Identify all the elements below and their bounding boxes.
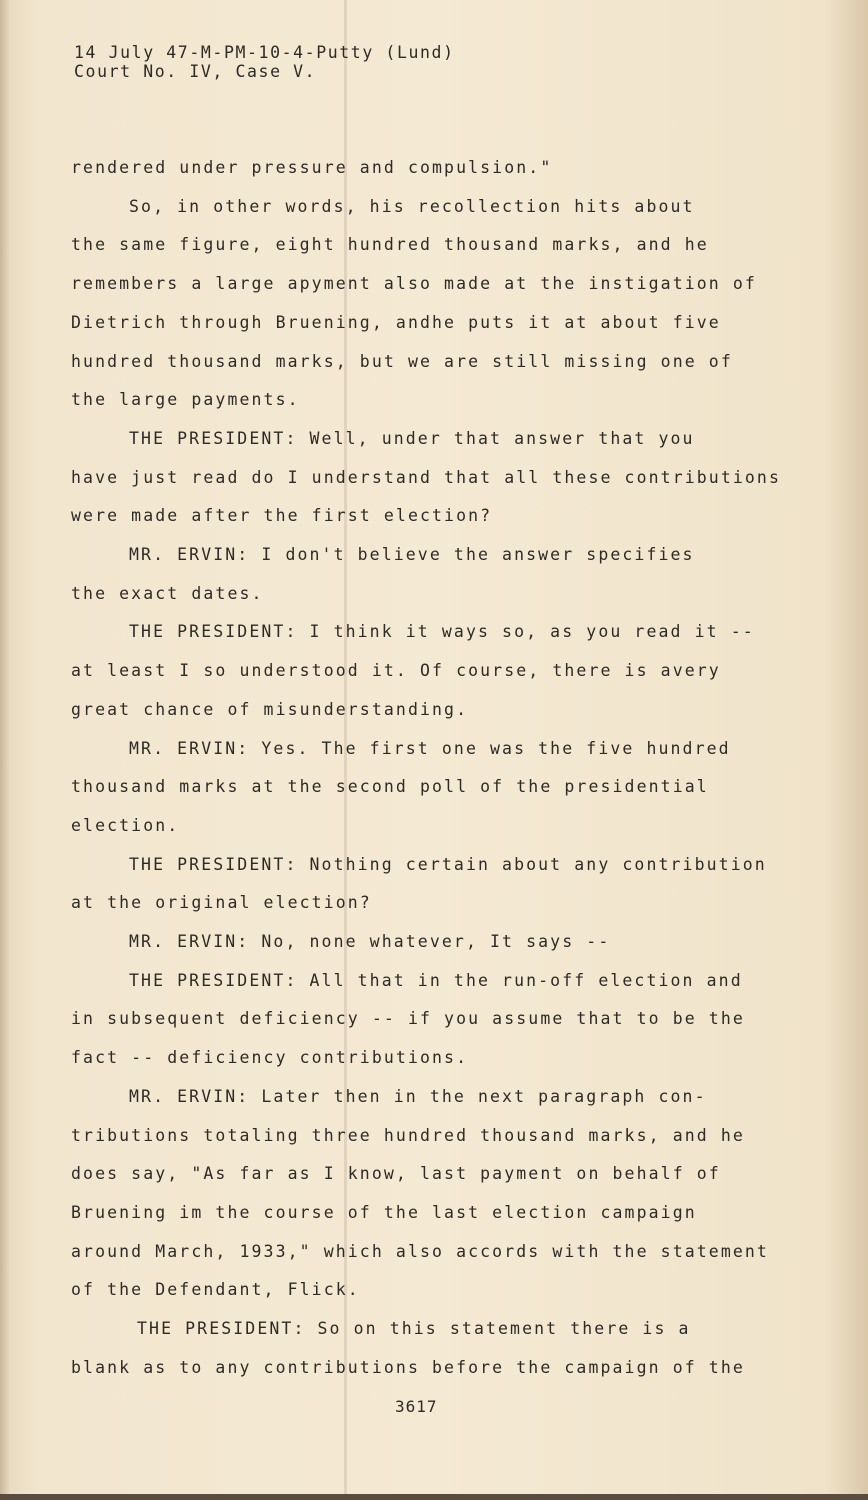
transcript-line: in subsequent deficiency -- if you assume that to be the (71, 1009, 745, 1029)
transcript-line: THE PRESIDENT: Nothing certain about any contribution (129, 854, 767, 874)
transcript-line: were made after the first election? (71, 506, 493, 526)
transcript-line: tributions totaling three hundred thousand marks, and he (71, 1125, 745, 1145)
transcript-line: election. (71, 815, 180, 835)
header-line-court-case: Court No. IV, Case V. (74, 62, 317, 81)
transcript-line: the large payments. (71, 390, 300, 410)
transcript-line: MR. ERVIN: Later then in the next paragraph con- (129, 1086, 707, 1106)
transcript-line: Bruening im the course of the last election campaign (71, 1202, 697, 1222)
transcript-line: have just read do I understand that all these contributions (71, 467, 781, 487)
transcript-line: MR. ERVIN: Yes. The first one was the five hundred (129, 738, 731, 758)
transcript-line: hundred thousand marks, but we are still missing one of (71, 351, 733, 371)
transcript-line: fact -- deficiency contributions. (71, 1048, 469, 1068)
transcript-line: MR. ERVIN: I don't believe the answer specifies (129, 545, 695, 564)
transcript-line: THE PRESIDENT: All that in the run-off election and (129, 970, 743, 990)
transcript-line: THE PRESIDENT: I think it ways so, as you read it -- (129, 622, 755, 642)
transcript-line: great chance of misunderstanding. (71, 699, 469, 719)
transcript-line: remembers a large apyment also made at the instigation of (71, 274, 757, 294)
transcript-line: around March, 1933," which also accords with the statement (71, 1241, 769, 1261)
transcript-line: thousand marks at the second poll of the presidential (71, 777, 709, 797)
transcript-line: blank as to any contributions before the campaign of the (71, 1357, 745, 1377)
transcript-line: Dietrich through Bruening, andhe puts it at about five (71, 312, 721, 332)
transcript-line: THE PRESIDENT: Well, under that answer that you (129, 428, 695, 448)
transcript-line: at the original election? (71, 893, 372, 913)
transcript-line: the exact dates. (71, 583, 264, 603)
transcript-line: MR. ERVIN: No, none whatever, It says -- (129, 932, 611, 951)
transcript-line: at least I so understood it. Of course, there is avery (71, 661, 721, 681)
transcript-line: does say, "As far as I know, last payment on behalf of (71, 1164, 721, 1184)
transcript-line: the same figure, eight hundred thousand marks, and he (71, 235, 709, 255)
page-bottom-edge (0, 1494, 868, 1500)
transcript-line: of the Defendant, Flick. (71, 1280, 360, 1300)
transcript-line: rendered under pressure and compulsion." (71, 158, 553, 177)
transcript-line: THE PRESIDENT: So on this statement there is a (137, 1319, 691, 1338)
header-line-date-reporter: 14 July 47-M-PM-10-4-Putty (Lund) (74, 43, 455, 62)
transcript-line: So, in other words, his recollection hits about (129, 196, 695, 216)
page-number: 3617 (395, 1397, 438, 1416)
